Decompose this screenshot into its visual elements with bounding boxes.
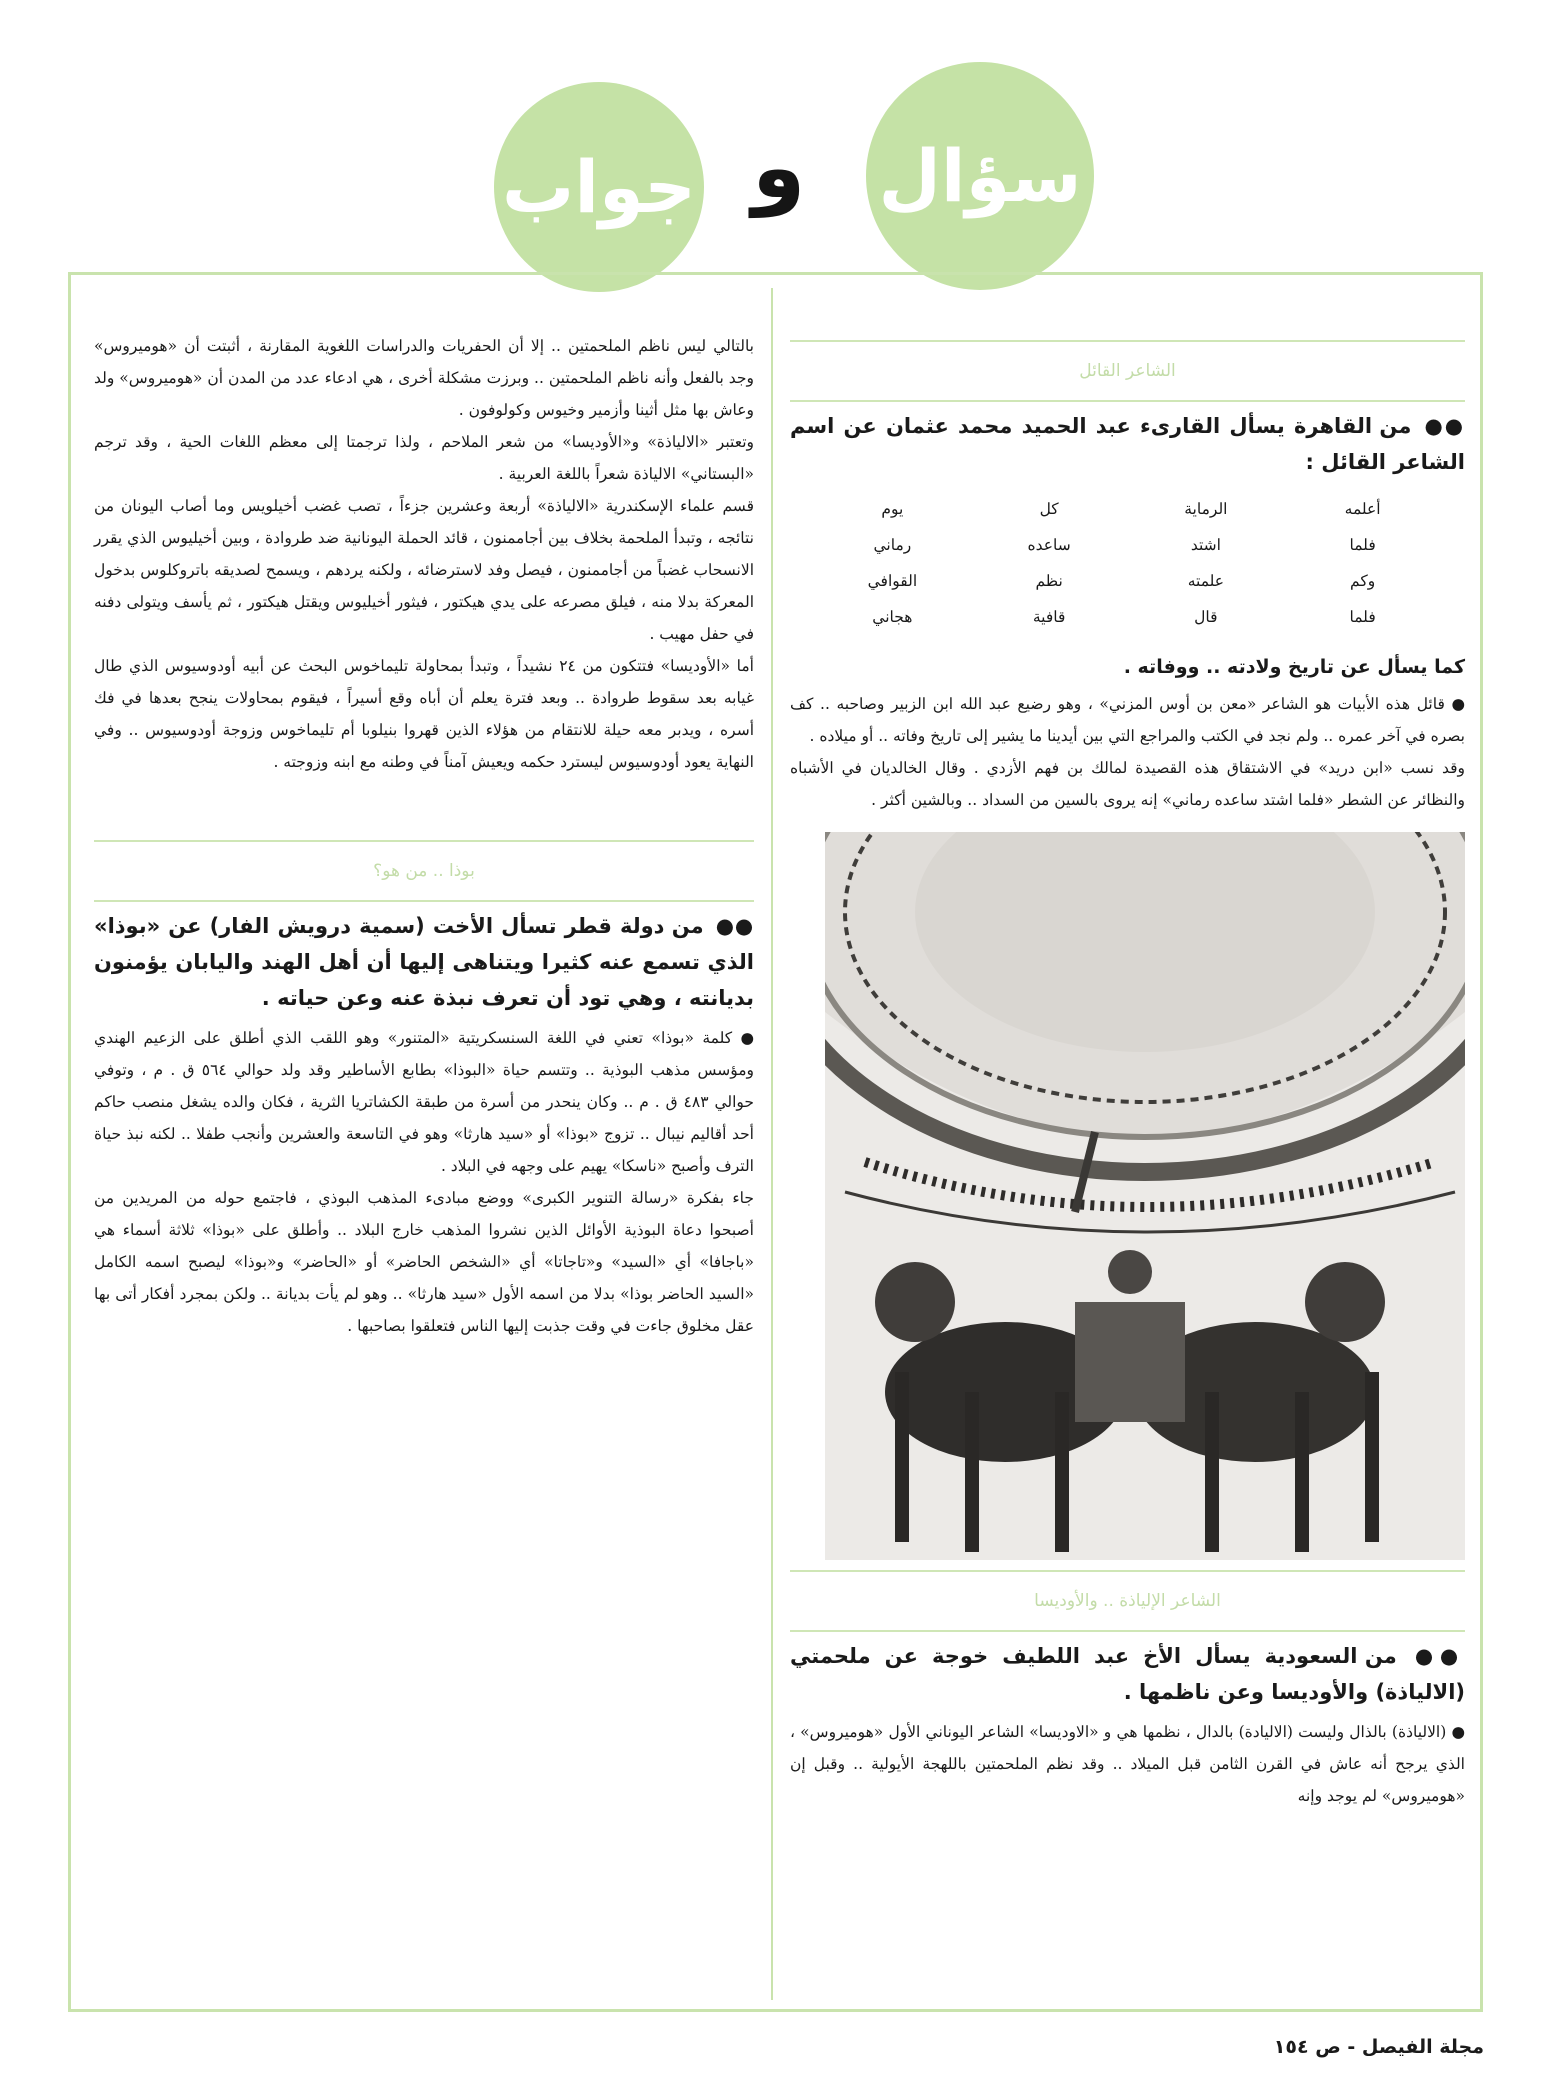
poem-word: هجاني: [872, 608, 913, 626]
question-iliad-text: من السعودية يسأل الأخ عبد اللطيف خوجة عن ملحمتي (الالياذة) والأوديسا وعن ناظمها .: [790, 1644, 1465, 1704]
poem-word: علمته: [1187, 572, 1225, 590]
right-column: [790, 340, 1465, 1812]
poem-word: القوافي: [867, 572, 918, 590]
question-poet-followup: كما يسأل عن تاريخ ولادته .. ووفاته .: [1123, 656, 1465, 678]
iliad-continued-paragraph-3: قسم علماء الإسكندرية «الالياذة» أربعة وعشرين جزءاً ، تصب غضب أخيلويس وما أصاب اليونان من نتائجه ، وتبدأ الملحمة بخلاف بين أجاممنون ، قائد الحملة اليونانية ضد طروادة ، وبين أخيليوس الذي يقرر الانسحاب غضباً من أجاممنون ، فيصل وفد لاسترضائه ، ولكنه يردهم ، ويسمح لصديقه باتروكلوس بدخول المعركة بدلا منه ، فيلق مصرعه على يدي هيكتور ، فيثور أخيليوس ويقتل هيكتور ، ثم يأسف ويتولى دفنه في حفل مهيب .: [94, 497, 754, 643]
question-poet-text: من القاهرة يسأل القارىء عبد الحميد محمد عثمان عن اسم الشاعر القائل :: [790, 414, 1465, 474]
header-circle-answer: [494, 82, 704, 292]
iliad-continued-paragraph-1: بالتالي ليس ناظم الملحمتين .. إلا أن الحفريات والدراسات اللغوية المقارنة ، أثبتت أن «هوميروس» وجد بالفعل وأنه ناظم الملحمتين .. وبرزت مشكلة أخرى ، هي ادعاء عدد من المدن أن «هوميروس» ولد وعاش بها مثل أثينا وأزمير وخيوس وكولوفون .: [94, 337, 754, 419]
column-divider: [771, 288, 773, 2000]
vase-painting-drawing: [825, 832, 1465, 1560]
poem-word: فلما: [1349, 608, 1376, 626]
poem-word: قافية: [1032, 608, 1066, 626]
vase-painting-image: [825, 832, 1465, 1560]
section-title-buddha: بوذا .. من هو؟: [94, 840, 754, 902]
answer-buddha-paragraph-2: جاء بفكرة «رسالة التنوير الكبرى» ووضع مبادىء المذهب البوذي ، فاجتمع حوله من المريدين من أصبحوا دعاة البوذية الأوائل الذين نشروا المذهب خارج البلاد .. وأطلق على «بوذا» ثلاثة أسماء هي «باجافا» أي «السيد» و«تاجاتا» أي «الشخص الحاضر» أو «الحاضر» و«بوذا» ليصبح اسمه الكامل «السيد الحاضر بوذا» بدلا من اسمه الأول «سيد هارثا» .. وهو لم يأت بديانة .. ولكن بمجرد أفكار أتى بها عقل مخلوق جاءت في وقت جذبت إليها الناس فتعلقوا بصاحبها .: [94, 1189, 754, 1335]
section-title-iliad: الشاعر الإلياذة .. والأوديسا: [790, 1570, 1465, 1632]
answer-iliad-paragraph-1: ● (الالياذة) بالذال وليست (الاليادة) بالدال ، نظمها هي و «الاوديسا» الشاعر اليوناني الأول «هوميروس» ، الذي يرجح أنه عاش في القرن الثامن قبل الميلاد .. وقد نظم الملحمتين باللهجة الأيولية .. وقبل إن «هوميروس» لم يوجد وإنه: [790, 1723, 1465, 1805]
poem-word: اشتد: [1190, 536, 1221, 554]
answer-poet-paragraph-2: وقد نسب «ابن دريد» في الاشتقاق هذه القصيدة لمالك بن فهم الأزدي . وقال الخالديان في الأشباه والنظائر عن الشطر «فلما اشتد ساعده رماني» إنه يروى بالسين من السداد .. وبالشين أكثر .: [790, 759, 1465, 809]
left-column: [94, 330, 754, 1342]
poem-verses: [814, 494, 1441, 632]
poem-word: يوم: [881, 500, 904, 518]
header-circle-question: [866, 62, 1094, 290]
question-buddha: [94, 908, 754, 1016]
answer-poet-paragraph-1: ● قائل هذه الأبيات هو الشاعر «معن بن أوس المزني» ، وهو رضيع عبد الله ابن الزبير وصاحبه .. كف بصره في آخر عمره .. ولم نجد في الكتب والمراجع التي بين أيدينا ما يشير إلى تاريخ وفاته .. أو ميلاده .: [790, 695, 1465, 745]
poem-word: الرماية: [1184, 500, 1228, 518]
iliad-continued-paragraph-2: وتعتبر «الالياذة» و«الأوديسا» من شعر الملاحم ، ولذا ترجمتا إلى معظم اللغات الحية ، وقد ترجم «البستاني» الالياذة شعراً باللغة العربية .: [94, 433, 754, 483]
poem-word: رماني: [873, 536, 912, 554]
page-footer: مجلة الفيصل - ص ١٥٤: [1273, 2036, 1484, 2058]
header-connector: و: [752, 118, 806, 218]
poem-word: أعلمه: [1344, 500, 1381, 518]
bullet-dots-icon: ●●: [1414, 1644, 1466, 1668]
question-iliad: [790, 1638, 1465, 1710]
poem-word: فلما: [1349, 536, 1376, 554]
header-answer-word: جواب: [501, 145, 697, 229]
answer-buddha-paragraph-1: ● كلمة «بوذا» تعني في اللغة السنسكريتية «المتنور» وهو اللقب الذي أطلق على الزعيم الهندي ومؤسس مذهب البوذية .. وتتسم حياة «البوذا» بطابع الأساطير وقد ولد حوالي ٥٦٤ ق . م ، وتوفي حوالي ٤٨٣ ق . م .. وكان ينحدر من أسرة من طبقة الكشاتريا الثرية ، فكان والده يشغل منصب حاكم أحد أقاليم نيبال .. تزوج «بوذا» أو «سيد هارثا» وهو في التاسعة والعشرين وأنجب طفلا .. لكنه نبذ حياة الترف وأصبح «ناسكا» يهيم على وجهه في البلاد .: [94, 1029, 754, 1175]
question-poet: [790, 408, 1465, 480]
iliad-continued-paragraph-4: أما «الأوديسا» فتتكون من ٢٤ نشيداً ، وتبدأ بمحاولة تليماخوس البحث عن أبيه أودوسيوس الذي طال غيابه بعد سقوط طروادة .. وبعد فترة يعلم أن أباه وقع أسيراً ، فيقوم بمحاولات ينجح بعدها في فك أسره ، ويدبر معه حيلة للانتقام من هؤلاء الذين قهروا بنيلوبا أم تليماخوس وزوجة أودوسيوس .. وفي النهاية يعود أودوسيوس ليسترد حكمه ويعيش آمناً في وطنه مع ابنه وزوجته .: [94, 657, 754, 771]
poem-word: كل: [1039, 500, 1059, 518]
section-title-poet: الشاعر القائل: [790, 340, 1465, 402]
poem-word: نظم: [1035, 572, 1063, 590]
poem-word: قال: [1194, 608, 1218, 626]
poem-word: وكم: [1350, 572, 1376, 590]
bullet-dots-icon: ●●: [715, 914, 755, 938]
header-question-word: سؤال: [878, 134, 1082, 218]
bullet-dots-icon: ●●: [1424, 414, 1466, 438]
poem-word: ساعده: [1027, 536, 1071, 554]
question-buddha-text: من دولة قطر تسأل الأخت (سمية درويش الفار) عن «بوذا» الذي تسمع عنه كثيرا ويتناهى إليها أن أهل الهند واليابان يؤمنون بديانته ، وهي تود أن تعرف نبذة عنه وعن حياته .: [94, 914, 754, 1010]
